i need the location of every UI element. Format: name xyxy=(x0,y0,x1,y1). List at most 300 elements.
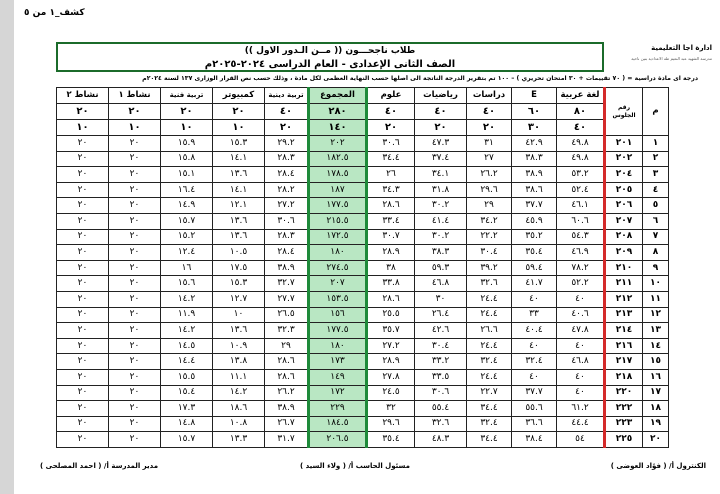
min-mark: ٢٠ xyxy=(467,120,512,136)
table-row xyxy=(57,416,669,432)
cell-english: ٤٠ xyxy=(512,369,557,385)
cell-seat: ٢٢٣ xyxy=(605,416,643,432)
cell-arabic: ٤٠ xyxy=(557,291,605,307)
cell-serial: ١٨ xyxy=(643,401,669,417)
table-row xyxy=(57,136,669,152)
cell-total: ١٤٩ xyxy=(309,369,367,385)
cell-seat: ٢٢٥ xyxy=(605,432,643,448)
cell-act1: ٢٠ xyxy=(109,307,161,323)
min-mark: ١٠ xyxy=(109,120,161,136)
cell-act2: ٢٠ xyxy=(57,401,109,417)
cell-seat: ٢١٣ xyxy=(605,307,643,323)
cell-science: ٢٤.٥ xyxy=(367,385,415,401)
table-row xyxy=(57,167,669,183)
cell-english: ٣٥.٢ xyxy=(512,229,557,245)
table-row xyxy=(57,260,669,276)
title-line-2: الصف الثانى الإعدادى - العام الدراسى ٢٠٢٤-٢٠٢٥م xyxy=(204,59,456,70)
cell-art: ١٤.٢ xyxy=(161,291,213,307)
cell-act1: ٢٠ xyxy=(109,338,161,354)
cell-art: ١٤.٨ xyxy=(161,416,213,432)
cell-computer: ١٣.٦ xyxy=(213,167,265,183)
cell-religion: ٣٨.٩ xyxy=(265,260,309,276)
max-mark: ٨٠ xyxy=(557,104,605,120)
cell-english: ٤٥.٩ xyxy=(512,213,557,229)
cell-serial: ٤ xyxy=(643,182,669,198)
cell-act2: ٢٠ xyxy=(57,354,109,370)
cell-serial: ١٢ xyxy=(643,307,669,323)
min-mark: ٢٠ xyxy=(367,120,415,136)
cell-religion: ٢٨.٢ xyxy=(265,182,309,198)
cell-act1: ٢٠ xyxy=(109,276,161,292)
col-science-header: علوم xyxy=(367,88,415,104)
table-row xyxy=(57,182,669,198)
cell-act1: ٢٠ xyxy=(109,136,161,152)
cell-serial: ١٤ xyxy=(643,338,669,354)
cell-arabic: ٤٦.١ xyxy=(557,198,605,214)
cell-art: ١٥.٦ xyxy=(161,276,213,292)
cell-serial: ١٥ xyxy=(643,354,669,370)
cell-religion: ٣٨.٩ xyxy=(265,401,309,417)
cell-act1: ٢٠ xyxy=(109,369,161,385)
cell-math: ٣١.٨ xyxy=(415,182,467,198)
cell-english: ٣٨.٣ xyxy=(512,151,557,167)
cell-act1: ٢٠ xyxy=(109,151,161,167)
grades-table xyxy=(56,87,669,448)
cell-social: ٢٤.٤ xyxy=(467,369,512,385)
cell-seat: ٢٠٥ xyxy=(605,182,643,198)
cell-computer: ١٤.١ xyxy=(213,182,265,198)
cell-serial: ٢٠ xyxy=(643,432,669,448)
table-row xyxy=(57,307,669,323)
cell-religion: ٢٧.٢ xyxy=(265,198,309,214)
cell-serial: ١٦ xyxy=(643,369,669,385)
col-activity2-header: نشاط ٢ xyxy=(57,88,109,104)
cell-act1: ٢٠ xyxy=(109,401,161,417)
principal-signature: مدير المدرسة أ/ ( احمد المصلحى ) xyxy=(40,462,159,470)
cell-arabic: ٥٣.٢ xyxy=(557,167,605,183)
cell-math: ٣٠.٢ xyxy=(415,198,467,214)
page-edge xyxy=(0,0,14,494)
cell-science: ٢٨.٦ xyxy=(367,198,415,214)
cell-total: ٢٠٢ xyxy=(309,136,367,152)
cell-arabic: ٥٤.٣ xyxy=(557,229,605,245)
cell-arabic: ٥٢.٤ xyxy=(557,182,605,198)
cell-computer: ١٨.٦ xyxy=(213,401,265,417)
cell-social: ٣٢.٦ xyxy=(467,276,512,292)
cell-total: ١٧٧.٥ xyxy=(309,323,367,339)
cell-act2: ٢٠ xyxy=(57,385,109,401)
table-row xyxy=(57,198,669,214)
cell-act2: ٢٠ xyxy=(57,260,109,276)
cell-social: ٢٤.٤ xyxy=(467,338,512,354)
cell-english: ٣٦.٦ xyxy=(512,416,557,432)
cell-science: ٣٤.٤ xyxy=(367,151,415,167)
cell-act1: ٢٠ xyxy=(109,213,161,229)
cell-english: ٣٥.٤ xyxy=(512,245,557,261)
cell-seat: ٢١٢ xyxy=(605,291,643,307)
cell-serial: ١٩ xyxy=(643,416,669,432)
cell-arabic: ٥٢.٢ xyxy=(557,276,605,292)
cell-computer: ١٤.١ xyxy=(213,151,265,167)
cell-computer: ١٧.٥ xyxy=(213,260,265,276)
cell-social: ٣١ xyxy=(467,136,512,152)
cell-religion: ٢٨.٣ xyxy=(265,151,309,167)
min-mark: ١٠ xyxy=(213,120,265,136)
table-row xyxy=(57,401,669,417)
cell-english: ٣٧.٧ xyxy=(512,198,557,214)
cell-total: ١٨٢.٥ xyxy=(309,151,367,167)
cell-seat: ٢١٠ xyxy=(605,260,643,276)
table-row xyxy=(57,369,669,385)
cell-english: ٤٠.٤ xyxy=(512,323,557,339)
cell-math: ٤٢.٦ xyxy=(415,323,467,339)
cell-social: ٣٩.٢ xyxy=(467,260,512,276)
cell-act1: ٢٠ xyxy=(109,260,161,276)
control-signature: الكنترول أ/ ( فؤاد العوضى ) xyxy=(610,462,706,470)
cell-total: ١٥٦ xyxy=(309,307,367,323)
cell-total: ١٧٨.٥ xyxy=(309,167,367,183)
cell-total: ٢٠٦.٥ xyxy=(309,432,367,448)
cell-social: ٢٤.٤ xyxy=(467,307,512,323)
cell-act2: ٢٠ xyxy=(57,229,109,245)
cell-computer: ١٠.٨ xyxy=(213,416,265,432)
cell-art: ١٥.٧ xyxy=(161,432,213,448)
cell-total: ١٧٧.٥ xyxy=(309,198,367,214)
cell-science: ٣٢ xyxy=(367,401,415,417)
cell-science: ٢٩.٦ xyxy=(367,416,415,432)
cell-total: ٢٠٧ xyxy=(309,276,367,292)
cell-serial: ١١ xyxy=(643,291,669,307)
cell-religion: ٢٧.٧ xyxy=(265,291,309,307)
col-activity1-header: نشاط ١ xyxy=(109,88,161,104)
cell-english: ٤١.٧ xyxy=(512,276,557,292)
cell-arabic: ٥٤ xyxy=(557,432,605,448)
cell-math: ٣٠.٢ xyxy=(415,229,467,245)
cell-religion: ٢٨.٦ xyxy=(265,354,309,370)
cell-computer: ١٣.٦ xyxy=(213,323,265,339)
max-mark: ٢٠ xyxy=(161,104,213,120)
cell-art: ١٥.٧ xyxy=(161,213,213,229)
max-marks-row xyxy=(57,104,669,120)
cell-act1: ٢٠ xyxy=(109,245,161,261)
cell-science: ٣٣.٤ xyxy=(367,213,415,229)
table-row xyxy=(57,151,669,167)
cell-act2: ٢٠ xyxy=(57,291,109,307)
cell-art: ١٥.٢ xyxy=(161,229,213,245)
cell-computer: ١٣.٦ xyxy=(213,213,265,229)
cell-act2: ٢٠ xyxy=(57,136,109,152)
cell-social: ٢٤.٤ xyxy=(467,291,512,307)
cell-act1: ٢٠ xyxy=(109,182,161,198)
cell-math: ٣٠ xyxy=(415,291,467,307)
table-row xyxy=(57,229,669,245)
cell-social: ٣٤.٤ xyxy=(467,432,512,448)
cell-seat: ٢٠٢ xyxy=(605,151,643,167)
cell-serial: ١ xyxy=(643,136,669,152)
col-religion-header: تربية دينية xyxy=(265,88,309,104)
cell-arabic: ٧٨.٢ xyxy=(557,260,605,276)
cell-arabic: ٦٠.٦ xyxy=(557,213,605,229)
cell-science: ٣٣.٨ xyxy=(367,276,415,292)
cell-arabic: ٤٦.٨ xyxy=(557,354,605,370)
cell-act2: ٢٠ xyxy=(57,167,109,183)
col-social-header: دراسات xyxy=(467,88,512,104)
cell-computer: ١٣.٦ xyxy=(213,229,265,245)
title-line-1: طلاب ناجحـــون (( مــن الـدور الاول )) xyxy=(244,46,416,56)
col-english-header: E xyxy=(512,88,557,104)
cell-art: ١٦.٤ xyxy=(161,182,213,198)
admin-name: ادارة اجا التعليمية xyxy=(651,44,712,52)
cell-arabic: ٤٧.٨ xyxy=(557,323,605,339)
cell-math: ٣٠.٦ xyxy=(415,385,467,401)
cell-english: ٤٠ xyxy=(512,291,557,307)
cell-english: ٣٨.٤ xyxy=(512,432,557,448)
cell-art: ١٧.٣ xyxy=(161,401,213,417)
table-row xyxy=(57,354,669,370)
min-mark: ٢٠ xyxy=(415,120,467,136)
cell-social: ٢٢.٧ xyxy=(467,385,512,401)
cell-social: ٣٤.٤ xyxy=(467,401,512,417)
cell-act2: ٢٠ xyxy=(57,369,109,385)
cell-religion: ٣٢.٣ xyxy=(265,323,309,339)
title-box xyxy=(56,42,604,72)
cell-religion: ٢٦.٧ xyxy=(265,416,309,432)
table-row xyxy=(57,385,669,401)
cell-act2: ٢٠ xyxy=(57,276,109,292)
cell-science: ٢٦ xyxy=(367,167,415,183)
cell-arabic: ٤٩.٨ xyxy=(557,151,605,167)
cell-arabic: ٤٩.٨ xyxy=(557,136,605,152)
cell-english: ٣٣ xyxy=(512,307,557,323)
cell-art: ١٥.٨ xyxy=(161,151,213,167)
max-mark: ٢٨٠ xyxy=(309,104,367,120)
cell-act2: ٢٠ xyxy=(57,182,109,198)
cell-art: ١٤.٢ xyxy=(161,323,213,339)
cell-english: ٣٢.٤ xyxy=(512,354,557,370)
cell-science: ٣٠.٧ xyxy=(367,229,415,245)
cell-science: ٢٨.٩ xyxy=(367,354,415,370)
table-row xyxy=(57,338,669,354)
cell-act2: ٢٠ xyxy=(57,323,109,339)
cell-computer: ١٣.٨ xyxy=(213,354,265,370)
min-mark: ١٠ xyxy=(57,120,109,136)
cell-social: ٢٢.٢ xyxy=(467,229,512,245)
cell-seat: ٢١١ xyxy=(605,276,643,292)
cell-act2: ٢٠ xyxy=(57,213,109,229)
cell-religion: ٢٨.٦ xyxy=(265,369,309,385)
col-total-header: المجموع xyxy=(309,88,367,104)
max-mark: ٦٠ xyxy=(512,104,557,120)
cell-math: ٣٣.٢ xyxy=(415,354,467,370)
cell-math: ٤٦.٨ xyxy=(415,276,467,292)
table-row xyxy=(57,291,669,307)
cell-computer: ١٥.٣ xyxy=(213,276,265,292)
cell-english: ٤٢.٩ xyxy=(512,136,557,152)
cell-math: ٣٨.٣ xyxy=(415,245,467,261)
cell-computer: ١٠ xyxy=(213,307,265,323)
cell-act1: ٢٠ xyxy=(109,323,161,339)
cell-total: ١٨٤.٥ xyxy=(309,416,367,432)
cell-religion: ٣١.٧ xyxy=(265,432,309,448)
cell-serial: ٧ xyxy=(643,229,669,245)
cell-act2: ٢٠ xyxy=(57,151,109,167)
cell-total: ٢٢٩ xyxy=(309,401,367,417)
cell-art: ١٤.٥ xyxy=(161,338,213,354)
cell-computer: ١٣.٣ xyxy=(213,432,265,448)
cell-math: ٤١.٤ xyxy=(415,213,467,229)
cell-science: ٣٠.٦ xyxy=(367,136,415,152)
cell-serial: ١٧ xyxy=(643,385,669,401)
cell-act1: ٢٠ xyxy=(109,416,161,432)
cell-seat: ٢١٨ xyxy=(605,369,643,385)
cell-seat: ٢٢٠ xyxy=(605,385,643,401)
cell-serial: ٨ xyxy=(643,245,669,261)
min-mark: ٤٠ xyxy=(557,120,605,136)
cell-math: ٣٤.١ xyxy=(415,167,467,183)
min-mark: ١٠ xyxy=(161,120,213,136)
col-math-header: رياضيات xyxy=(415,88,467,104)
cell-seat: ٢١٤ xyxy=(605,323,643,339)
cell-religion: ٢٨.٣ xyxy=(265,229,309,245)
max-mark: ٤٠ xyxy=(467,104,512,120)
cell-religion: ٢٨.٤ xyxy=(265,245,309,261)
cell-science: ٢٧.٨ xyxy=(367,369,415,385)
min-mark: ٢٠ xyxy=(265,120,309,136)
cell-math: ٣٧.٤ xyxy=(415,151,467,167)
cell-total: ٢١٥.٥ xyxy=(309,213,367,229)
cell-english: ٥٩.٤ xyxy=(512,260,557,276)
cell-religion: ٢٦.٢ xyxy=(265,385,309,401)
cell-total: ١٨٠ xyxy=(309,338,367,354)
cell-computer: ١٤.٢ xyxy=(213,385,265,401)
cell-act1: ٢٠ xyxy=(109,385,161,401)
cell-total: ١٧٣ xyxy=(309,354,367,370)
cell-art: ١٤.٤ xyxy=(161,354,213,370)
min-marks-row xyxy=(57,120,669,136)
cell-art: ١١.٩ xyxy=(161,307,213,323)
cell-act2: ٢٠ xyxy=(57,198,109,214)
max-mark: ٢٠ xyxy=(109,104,161,120)
cell-social: ٣٤.٢ xyxy=(467,213,512,229)
cell-art: ١٥.٥ xyxy=(161,369,213,385)
cell-act1: ٢٠ xyxy=(109,198,161,214)
cell-total: ٢٧٤.٥ xyxy=(309,260,367,276)
cell-total: ١٥٣.٥ xyxy=(309,291,367,307)
cell-act1: ٢٠ xyxy=(109,291,161,307)
cell-math: ٤٨.٣ xyxy=(415,432,467,448)
cell-science: ٣٥.٧ xyxy=(367,323,415,339)
cell-seat: ٢٢٢ xyxy=(605,401,643,417)
student-rows xyxy=(57,136,669,448)
cell-math: ٣٢.٦ xyxy=(415,416,467,432)
cell-computer: ١٢.١ xyxy=(213,198,265,214)
cell-total: ١٧٢.٥ xyxy=(309,229,367,245)
cell-social: ٢٩ xyxy=(467,198,512,214)
cell-seat: ٢٠٤ xyxy=(605,167,643,183)
cell-total: ١٧٢ xyxy=(309,385,367,401)
cell-art: ١٦ xyxy=(161,260,213,276)
cell-computer: ١٠.٥ xyxy=(213,245,265,261)
cell-arabic: ٦١.٢ xyxy=(557,401,605,417)
min-mark: ١٤٠ xyxy=(309,120,367,136)
computer-officer-signature: مسئول الحاسب أ/ ( ولاء السيد ) xyxy=(300,462,410,470)
cell-serial: ٦ xyxy=(643,213,669,229)
cell-act1: ٢٠ xyxy=(109,229,161,245)
cell-computer: ١٢.٧ xyxy=(213,291,265,307)
max-mark: ٤٠ xyxy=(367,104,415,120)
cell-social: ٢٦.٢ xyxy=(467,167,512,183)
cell-serial: ٩ xyxy=(643,260,669,276)
cell-social: ٣٢.٤ xyxy=(467,416,512,432)
cell-act2: ٢٠ xyxy=(57,416,109,432)
school-name: مدرسة الشهيد عبد النعيم طه الاعدادية بنين ناحية xyxy=(631,56,712,61)
cell-seat: ٢٠٩ xyxy=(605,245,643,261)
cell-seat: ٢٠٧ xyxy=(605,213,643,229)
cell-serial: ٣ xyxy=(643,167,669,183)
cell-science: ٢٨.٦ xyxy=(367,291,415,307)
cell-seat: ٢٠٦ xyxy=(605,198,643,214)
cell-social: ٣٢.٤ xyxy=(467,354,512,370)
header-row xyxy=(57,88,669,104)
cell-art: ١٥.٩ xyxy=(161,136,213,152)
table-row xyxy=(57,432,669,448)
cell-art: ١٢.٤ xyxy=(161,245,213,261)
min-mark: ٣٠ xyxy=(512,120,557,136)
cell-science: ٣٨ xyxy=(367,260,415,276)
max-mark: ٤٠ xyxy=(415,104,467,120)
cell-religion: ٢٩.٢ xyxy=(265,136,309,152)
table-row xyxy=(57,213,669,229)
cell-arabic: ٤٠ xyxy=(557,338,605,354)
cell-math: ٣٣.٥ xyxy=(415,369,467,385)
cell-serial: ٢ xyxy=(643,151,669,167)
cell-act2: ٢٠ xyxy=(57,338,109,354)
cell-computer: ١٠.٩ xyxy=(213,338,265,354)
max-mark: ٢٠ xyxy=(57,104,109,120)
cell-act1: ٢٠ xyxy=(109,432,161,448)
col-computer-header: كمبيوتر xyxy=(213,88,265,104)
cell-arabic: ٤٠.٦ xyxy=(557,307,605,323)
cell-religion: ٢٦.٥ xyxy=(265,307,309,323)
cell-math: ٤٧.٣ xyxy=(415,136,467,152)
col-serial-header: م xyxy=(643,88,669,136)
cell-seat: ٢١٧ xyxy=(605,354,643,370)
col-art-header: تربية فنية xyxy=(161,88,213,104)
cell-social: ٣٠.٤ xyxy=(467,245,512,261)
cell-total: ١٨٠ xyxy=(309,245,367,261)
cell-english: ٤٠ xyxy=(512,338,557,354)
cell-arabic: ٤٦.٩ xyxy=(557,245,605,261)
cell-social: ٢٦.٦ xyxy=(467,323,512,339)
cell-english: ٣٨.٦ xyxy=(512,182,557,198)
max-mark: ٤٠ xyxy=(265,104,309,120)
cell-act2: ٢٠ xyxy=(57,307,109,323)
cell-total: ١٨٧ xyxy=(309,182,367,198)
cell-science: ٣٥.٤ xyxy=(367,432,415,448)
grading-note: درجة اى مادة دراسية = ( ٧٠ تقييمات + ٣٠ امتحان تحريري ) – ١٠٠ تم بتقرير الدرجة الناتجة الى أصلها حسب النهاية العظمى لكل مادة ، وذلك حسب نص القرار الوزارى ١٣٧ لسنة ٢٠٢٤م xyxy=(142,75,698,82)
cell-seat: ٢٠١ xyxy=(605,136,643,152)
cell-arabic: ٤٠ xyxy=(557,369,605,385)
cell-math: ٣٠.٤ xyxy=(415,338,467,354)
cell-math: ٥٩.٣ xyxy=(415,260,467,276)
cell-act2: ٢٠ xyxy=(57,432,109,448)
cell-art: ١٥.٤ xyxy=(161,385,213,401)
cell-math: ٢٦.٤ xyxy=(415,307,467,323)
cell-arabic: ٤٤.٤ xyxy=(557,416,605,432)
cell-act1: ٢٠ xyxy=(109,354,161,370)
max-mark: ٢٠ xyxy=(213,104,265,120)
cell-social: ٢٩.٦ xyxy=(467,182,512,198)
